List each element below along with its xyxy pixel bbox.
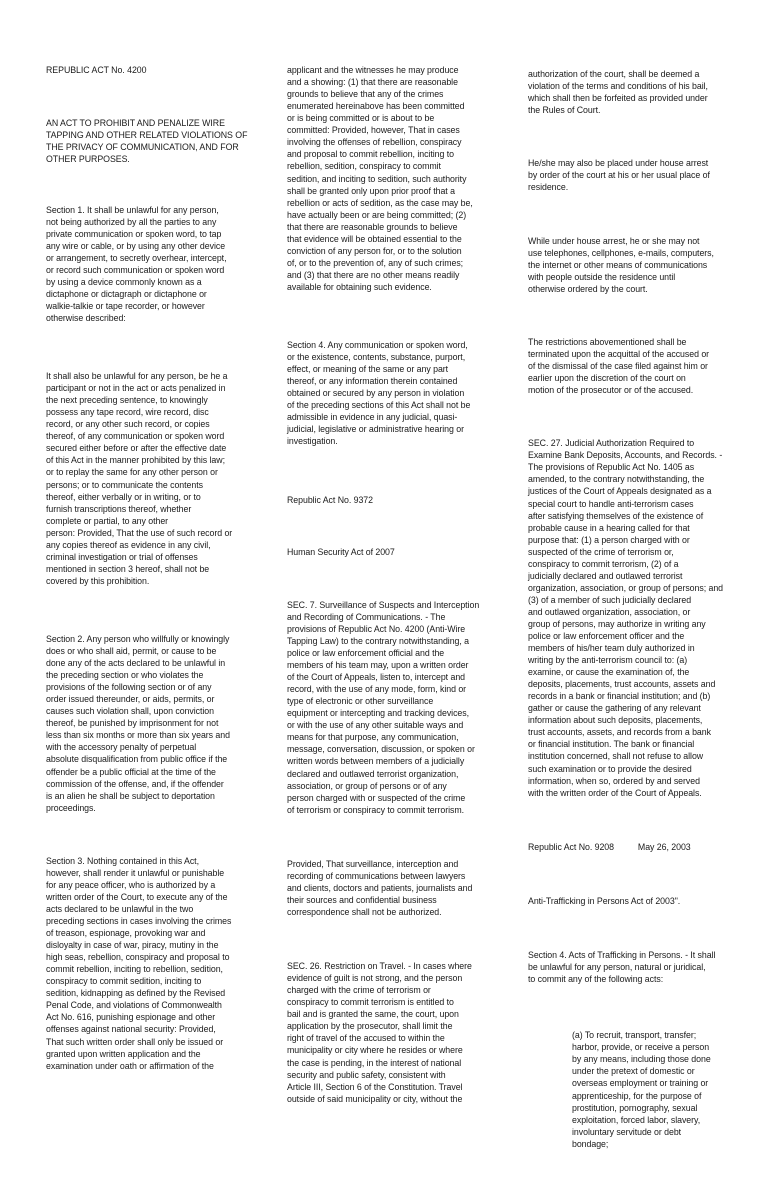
restrictions: The restrictions abovementioned shall be terminated upon the acquittal of the accused or of the dismissal of the case filed against him or earlier upon the discretion of the court on motion of the prosecutor or of the accused. xyxy=(528,336,710,396)
ra-9372-heading: Republic Act No. 9372 xyxy=(287,494,373,505)
section-3-continued: applicant and the witnesses he may produce and a showing: (1) that there are reasonable grounds to believe that any of the crimes enumerated hereinabove has been committed or is being committed or is about to be committed: Provided, however, That in cases involving the offenses of rebellion, conspiracy and proposal to commit rebellion, inciting to rebellion, sedition, conspiracy to commit sedition, and inciting to sedition, such authority shall be granted only upon prior proof that a rebellion or acts of sedition, as the case may be, have actually been or are being committed; (2) that there are reasonable grounds to believe that evidence will be obtained essential to the conviction of any person for, or to the solution of, or to the prevention of, any of such crimes; and (3) that there are no other means readily available for obtaining such evidence. xyxy=(287,65,473,292)
hsa-title: Human Security Act of 2007 xyxy=(287,546,395,557)
ra-9208-heading: Republic Act No. 9208 May 26, 2003 xyxy=(528,841,691,852)
column-1 xyxy=(46,40,274,1101)
section-2: Section 2. Any person who willfully or knowingly does or who shall aid, permit, or cause to be done any of the acts declared to be unlawful in the preceding section or who violates the provisions of the following section or of any order issued thereunder, or aids, permits, or causes such violation shall, upon conviction thereof, be punished by imprisonment for not less than six months or more than six years and with the accessory penalty of perpetual absolute disqualification from public office if the offender be a public official at the time of the commission of the offense, and, if the offender is an alien he shall be subject to deportation proceedings. xyxy=(46,634,230,813)
sec-26-continued: authorization of the court, shall be deemed a violation of the terms and conditions of his bail, which shall then be forfeited as provided under the Rules of Court. xyxy=(528,69,708,116)
act-title: AN ACT TO PROHIBIT AND PENALIZE WIRE TAPPING AND OTHER RELATED VIOLATIONS OF THE PRIVACY OF COMMUNICATION, AND FOR OTHER PURPOSES. xyxy=(46,118,248,165)
sec-7: SEC. 7. Surveillance of Suspects and Interception and Recording of Communications. - The provisions of Republic Act No. 4200 (Anti-Wire Tapping Law) to the contrary notwithstanding, a police or law enforcement official and the members of his team may, upon a written order of the Court of Appeals, listen to, intercept and record, with the use of any mode, form, kind or type of electronic or other surveillance equipment or intercepting and tracking devices, or with the use of any other suitable ways and means for that purpose, any communication, message, conversation, discussion, or spoken or written words between members of a judicially declared and outlawed terrorist organization, association, or group of persons or of any person charged with or suspected of the crime of terrorism or conspiracy to commit terrorism. xyxy=(287,599,480,815)
section-1-paragraph-2: It shall also be unlawful for any person, be he a participant or not in the act or acts penalized in the next preceding sentence, to knowingly possess any tape record, wire record, disc record, or any other such record, or copies thereof, of any communication or spoken word secured either before or after the effective date of this Act in the manner prohibited by this law; or to replay the same for any other person or persons; or to communicate the contents thereof, either verbally or in writing, or to furnish transcriptions thereof, whether complete or partial, to any other person: Provided, That the use of such record or any copies thereof as evidence in any civil, criminal investigation or trial of offenses mentioned in section 3 hereof, shall not be covered by this prohibition. xyxy=(46,371,233,586)
section-4: Section 4. Any communication or spoken word, or the existence, contents, substance, purport, effect, or meaning of the same or any part thereof, or any information therein contained obtained or secured by any person in violation of the preceding sections of this Act shall not be admissible in evidence in any judicial, quasi- judicial, legislative or administrative hearing or investigation. xyxy=(287,340,471,447)
ra-9208-section-4: Section 4. Acts of Trafficking in Persons. - It shall be unlawful for any person, natural or juridical, to commit any of the following acts: xyxy=(528,950,716,985)
sec-27: SEC. 27. Judicial Authorization Required to Examine Bank Deposits, Accounts, and Records. - The provisions of Republic Act No. 1405 as amended, to the contrary notwithstanding, the justices of the Court of Appeals designated as a special court to handle anti-terrorism cases after satisfying themselves of the existence of probable cause in a hearing called for that purpose that: (1) a person charged with or suspected of the crime of terrorism or, conspiracy to commit terrorism, (2) of a judicially declared and outlawed terrorist organization, association, or group of persons; and (3) of a member of such judicially declared and outlawed organization, association, or group of persons, may authorize in writing any police or law enforcement officer and the members of his/her team duly authorized in writing by the anti-terrorism council to: (a) examine, or cause the examination of, the deposits, placements, trust accounts, assets and records in a bank or financial institution; and (b) gather or cause the gathering of any relevant information about such deposits, placements, trust accounts, assets, and records from a bank or financial institution. The bank or financial institution concerned, shall not refuse to allow such examination or to provide the desired information, when so, ordered by and served with the written order of the Court of Appeals. xyxy=(528,438,724,798)
provided-clause: Provided, That surveillance, interception and recording of communications between lawyers and clients, doctors and patients, journalists and their sources and confidential business correspondence shall not be authorized. xyxy=(287,858,473,917)
atip-title: Anti-Trafficking in Persons Act of 2003". xyxy=(528,895,681,906)
section-3: Section 3. Nothing contained in this Act, however, shall render it unlawful or punishable for any peace officer, who is authorized by a written order of the Court, to execute any of the acts declared to be unlawful in the two preceding sections in cases involving the crimes of treason, espionage, provoking war and disloyalty in case of war, piracy, mutiny in the high seas, rebellion, conspiracy and proposal to commit rebellion, inciting to rebellion, sedition, conspiracy to commit sedition, inciting to sedition, kidnapping as defined by the Revised Penal Code, and violations of Commonwealth Act No. 616, punishing espionage and other offenses against national security: Provided, That such written order shall only be issued or granted upon written application and the examination under oath or affirmation of the xyxy=(46,855,232,1071)
list-item-a: (a) To recruit, transport, transfer; harbor, provide, or receive a person by any means, including those done under the pretext of domestic or overseas employment or training or apprenticeship, for the purpose of prostitution, pornography, sexual exploitation, forced labor, slavery, involuntary servitude or debt bondage; xyxy=(572,1030,711,1149)
column-3 xyxy=(528,44,760,1179)
sec-26: SEC. 26. Restriction on Travel. - In cases where evidence of guilt is not strong, and the person charged with the crime of terrorism or conspiracy to commit terrorism is entitled to bail and is granted the same, the court, upon application by the prosecutor, shall limit the right of travel of the accused to within the municipality or city where he resides or where the case is pending, in the interest of national security and public safety, consistent with Article III, Section 6 of the Constitution. Travel outside of said municipality or city, without the xyxy=(287,961,472,1104)
column-2 xyxy=(287,40,517,1134)
section-1: Section 1. It shall be unlawful for any person, not being authorized by all the parties to any private communication or spoken word, to tap any wire or cable, or by using any other device or arrangement, to secretly overhear, intercept, or record such communication or spoken word by using a device commonly known as a dictaphone or dictagraph or dictaphone or walkie-talkie or tape recorder, or however otherwise described: xyxy=(46,204,227,323)
house-arrest: He/she may also be placed under house arrest by order of the court at his or her usual place of residence. xyxy=(528,158,710,193)
document-title: REPUBLIC ACT No. 4200 xyxy=(46,65,147,76)
while-under-house-arrest: While under house arrest, he or she may not use telephones, cellphones, e-mails, computers, the internet or other means of communications with people outside the residence until otherwise ordered by the court. xyxy=(528,235,714,294)
